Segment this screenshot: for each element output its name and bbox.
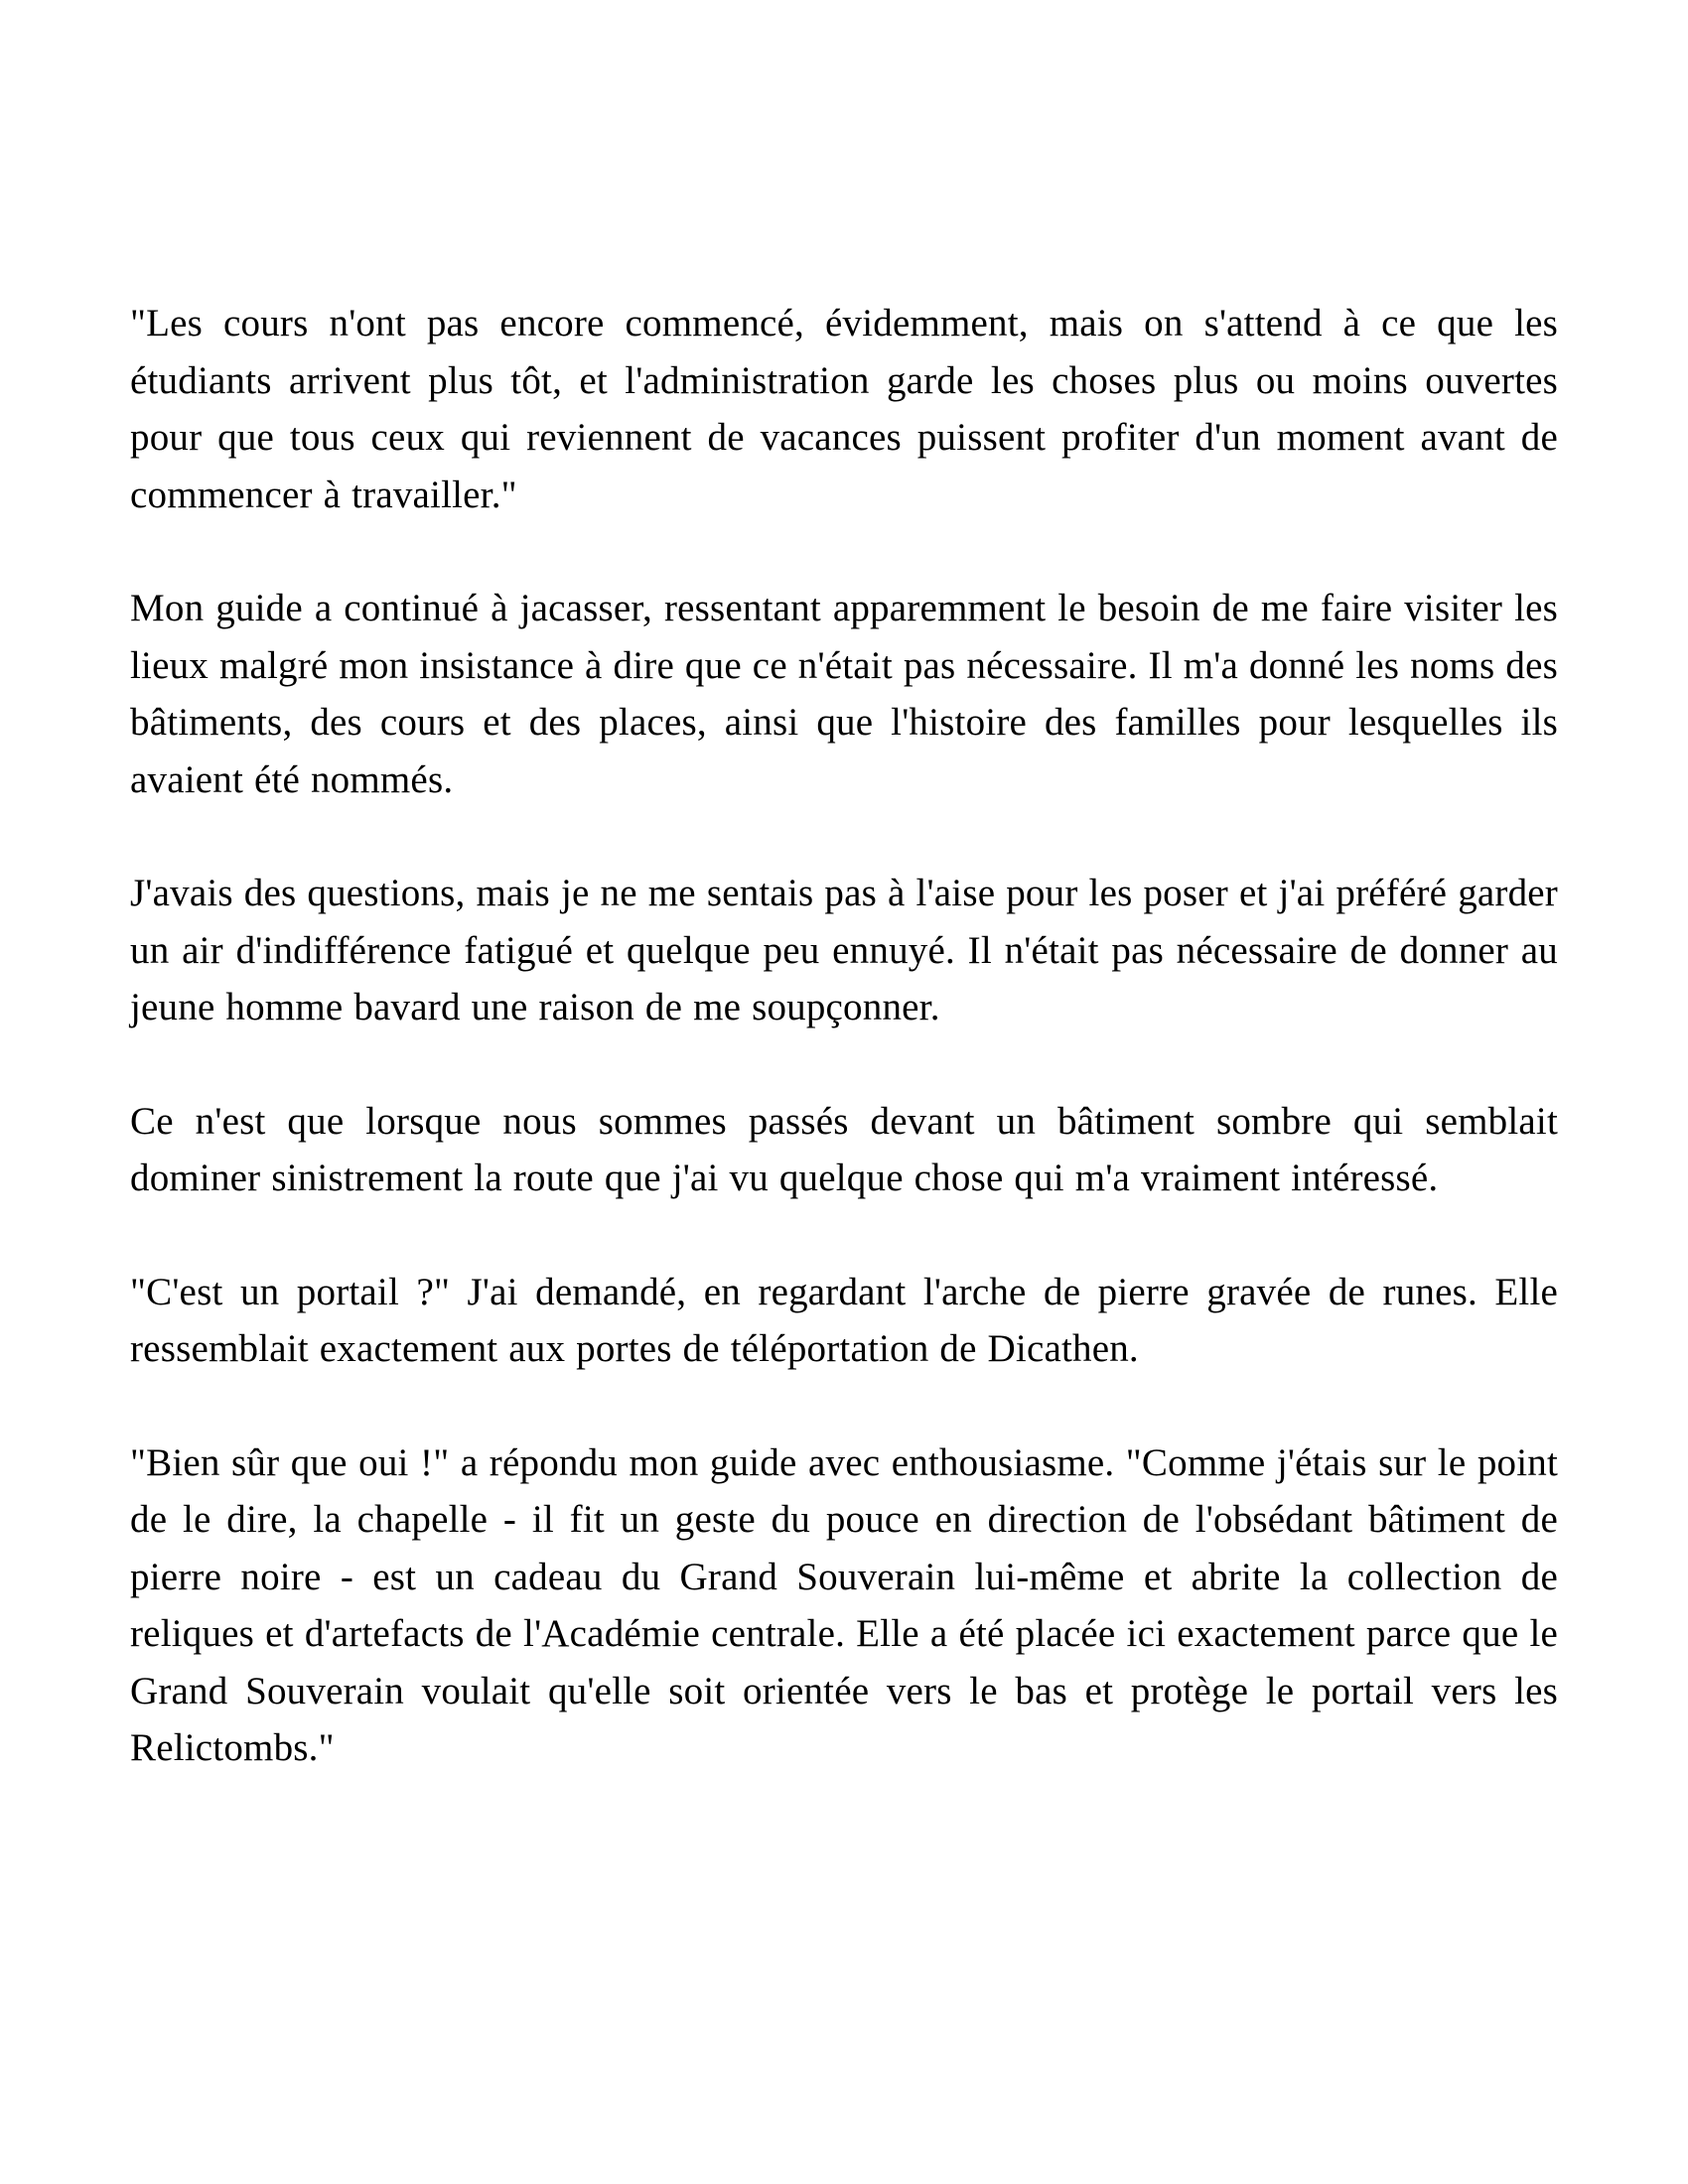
paragraph: "C'est un portail ?" J'ai demandé, en regardant l'arche de pierre gravée de runes. Elle ressemblait exactement aux portes de téléportation de Dicathen.: [130, 1270, 1558, 1370]
paragraph: "Les cours n'ont pas encore commencé, évidemment, mais on s'attend à ce que les étudiants arrivent plus tôt, et l'administration garde les choses plus ou moins ouvertes pour que tous ceux qui reviennent de vacances puissent profiter d'un moment avant de commencer à travailler.": [130, 302, 1558, 516]
paragraph: "Bien sûr que oui !" a répondu mon guide avec enthousiasme. "Comme j'étais sur le point de le dire, la chapelle - il fit un geste du pouce en direction de l'obsédant bâtiment de pierre noire - est un cadeau du Grand Souverain lui-même et abrite la collection de reliques et d'artefacts de l'Académie centrale. Elle a été placée ici exactement parce que le Grand Souverain voulait qu'elle soit orientée vers le bas et protège le portail vers les Relictombs.": [130, 1440, 1558, 1769]
paragraph: Mon guide a continué à jacasser, ressentant apparemment le besoin de me faire visiter les lieux malgré mon insistance à dire que ce n'était pas nécessaire. Il m'a donné les noms des bâtiments, des cours et des places, ainsi que l'histoire des familles pour lesquelles ils avaient été nommés.: [130, 587, 1558, 801]
paragraph: Ce n'est que lorsque nous sommes passés devant un bâtiment sombre qui semblait dominer sinistrement la route que j'ai vu quelque chose qui m'a vraiment intéressé.: [130, 1099, 1558, 1199]
paragraph: J'avais des questions, mais je ne me sentais pas à l'aise pour les poser et j'ai préféré garder un air d'indifférence fatigué et quelque peu ennuyé. Il n'était pas nécessaire de donner au jeune homme bavard une raison de me soupçonner.: [130, 872, 1558, 1028]
